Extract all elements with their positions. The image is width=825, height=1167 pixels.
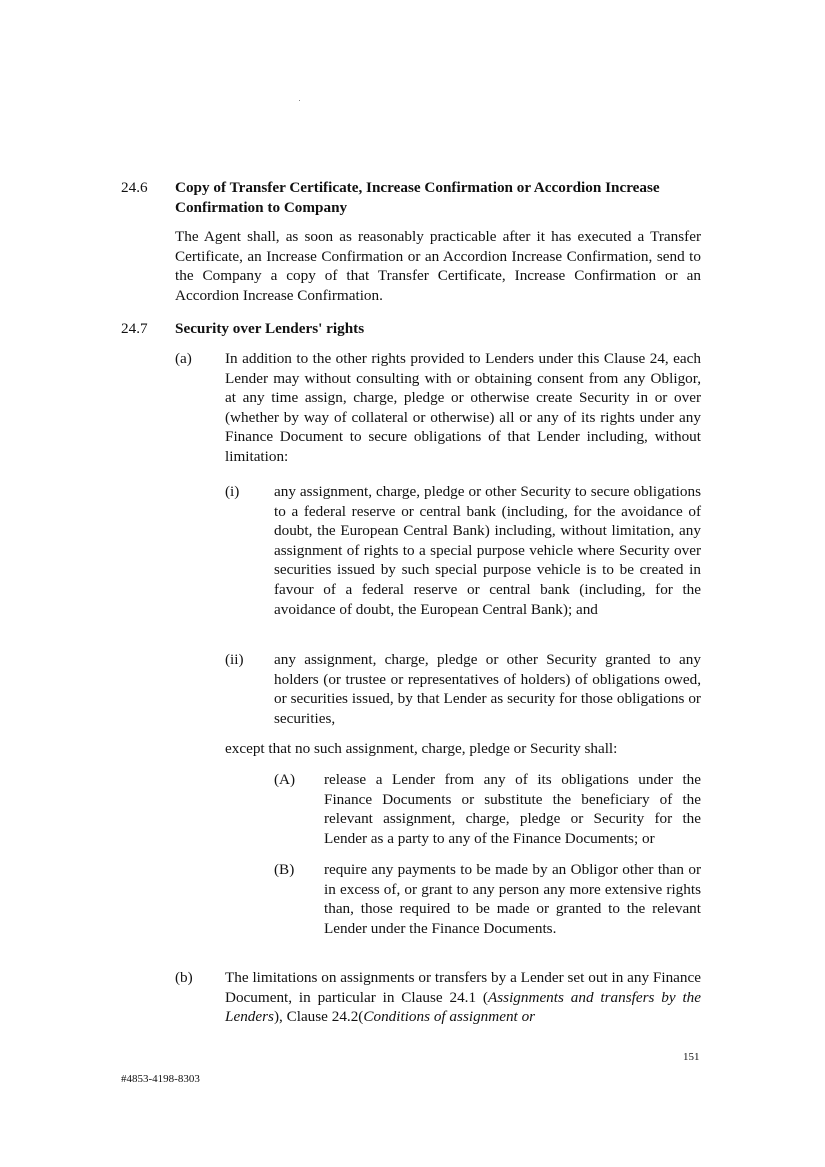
section-number-24-6: 24.6 xyxy=(121,179,148,196)
item-i-text: any assignment, charge, pledge or other Security to secure obligations to a federal reserve or central bank (including, for the avoidance of doubt, the European Central Bank) including, without limitation, any assignment of rights to a special purpose vehicle where Security over securities issued by such special purpose vehicle is to be created in favour of a federal reserve or central bank (including, for the avoidance of doubt, the European Central Bank); and xyxy=(274,483,701,618)
section-heading-24-6: Copy of Transfer Certificate, Increase Confirmation or Accordion Increase Confirmation to Company xyxy=(175,179,660,216)
para-a-text: In addition to the other rights provided to Lenders under this Clause 24, each Lender may without consulting with or obtaining consent from any Obligor, at any time assign, charge, pledge or otherwise create Security in or over (whether by way of collateral or otherwise) all or any of its rights under any Finance Document to secure obligations of that Lender including, without limitation: xyxy=(225,350,701,465)
item-B-text: require any payments to be made by an Obligor other than or in excess of, or grant to any person any more extensive rights than, those required to be made or granted to the relevant Lender under the Finance Documents. xyxy=(324,861,701,937)
document-id: #4853-4198-8303 xyxy=(121,1073,200,1085)
para-b-text-1: The limitations on assignments or transfers by a Lender set out in any Finance Document, in particular in Clause 24.1 ( xyxy=(225,969,701,1006)
para-b-italic-1: Assignments and transfers by the Lenders xyxy=(225,988,701,1026)
section-number-24-7: 24.7 xyxy=(121,320,148,337)
item-A xyxy=(324,770,701,848)
item-B xyxy=(324,860,701,938)
para-a xyxy=(225,349,701,467)
para-a-label: (a) xyxy=(175,350,192,367)
item-A-text: release a Lender from any of its obligations under the Finance Documents or substitute the beneficiary of the relevant assignment, charge, pledge or Security for the Lender as a party to any of the Finance Documents; or xyxy=(324,771,701,847)
page-number: 151 xyxy=(683,1051,700,1063)
section-heading-24-7 xyxy=(175,319,701,339)
section-body-24-6: The Agent shall, as soon as reasonably practicable after it has executed a Transfer Certificate, an Increase Confirmation or an Accordion Increase Confirmation, send to the Company a copy of that Transfer Certificate, Increase Confirmation or an Accordion Increase Confirmation. xyxy=(175,228,701,304)
item-ii-text: any assignment, charge, pledge or other Security granted to any holders (or trustee or representatives of holders) of obligations owed, or securities issued, by that Lender as security for those obligations or securities, xyxy=(274,651,701,727)
item-A-label: (A) xyxy=(274,771,296,788)
para-b-label: (b) xyxy=(175,969,193,986)
para-b-text xyxy=(225,968,701,1027)
item-B-label: (B) xyxy=(274,861,295,878)
item-ii-label: (ii) xyxy=(225,651,244,668)
item-ii xyxy=(274,650,701,728)
para-b-italic-2: Conditions of assignment or xyxy=(363,1008,536,1026)
item-i xyxy=(274,482,701,619)
stray-mark xyxy=(299,100,300,101)
section-24-6 xyxy=(175,178,701,306)
except-text: except that no such assignment, charge, pledge or Security shall: xyxy=(225,740,618,757)
para-b xyxy=(225,968,701,1027)
except-clause xyxy=(225,739,701,759)
section-heading-24-7-text: Security over Lenders' rights xyxy=(175,320,365,337)
item-i-label: (i) xyxy=(225,483,240,500)
para-b-text-2: ), Clause 24.2( xyxy=(273,1008,364,1026)
